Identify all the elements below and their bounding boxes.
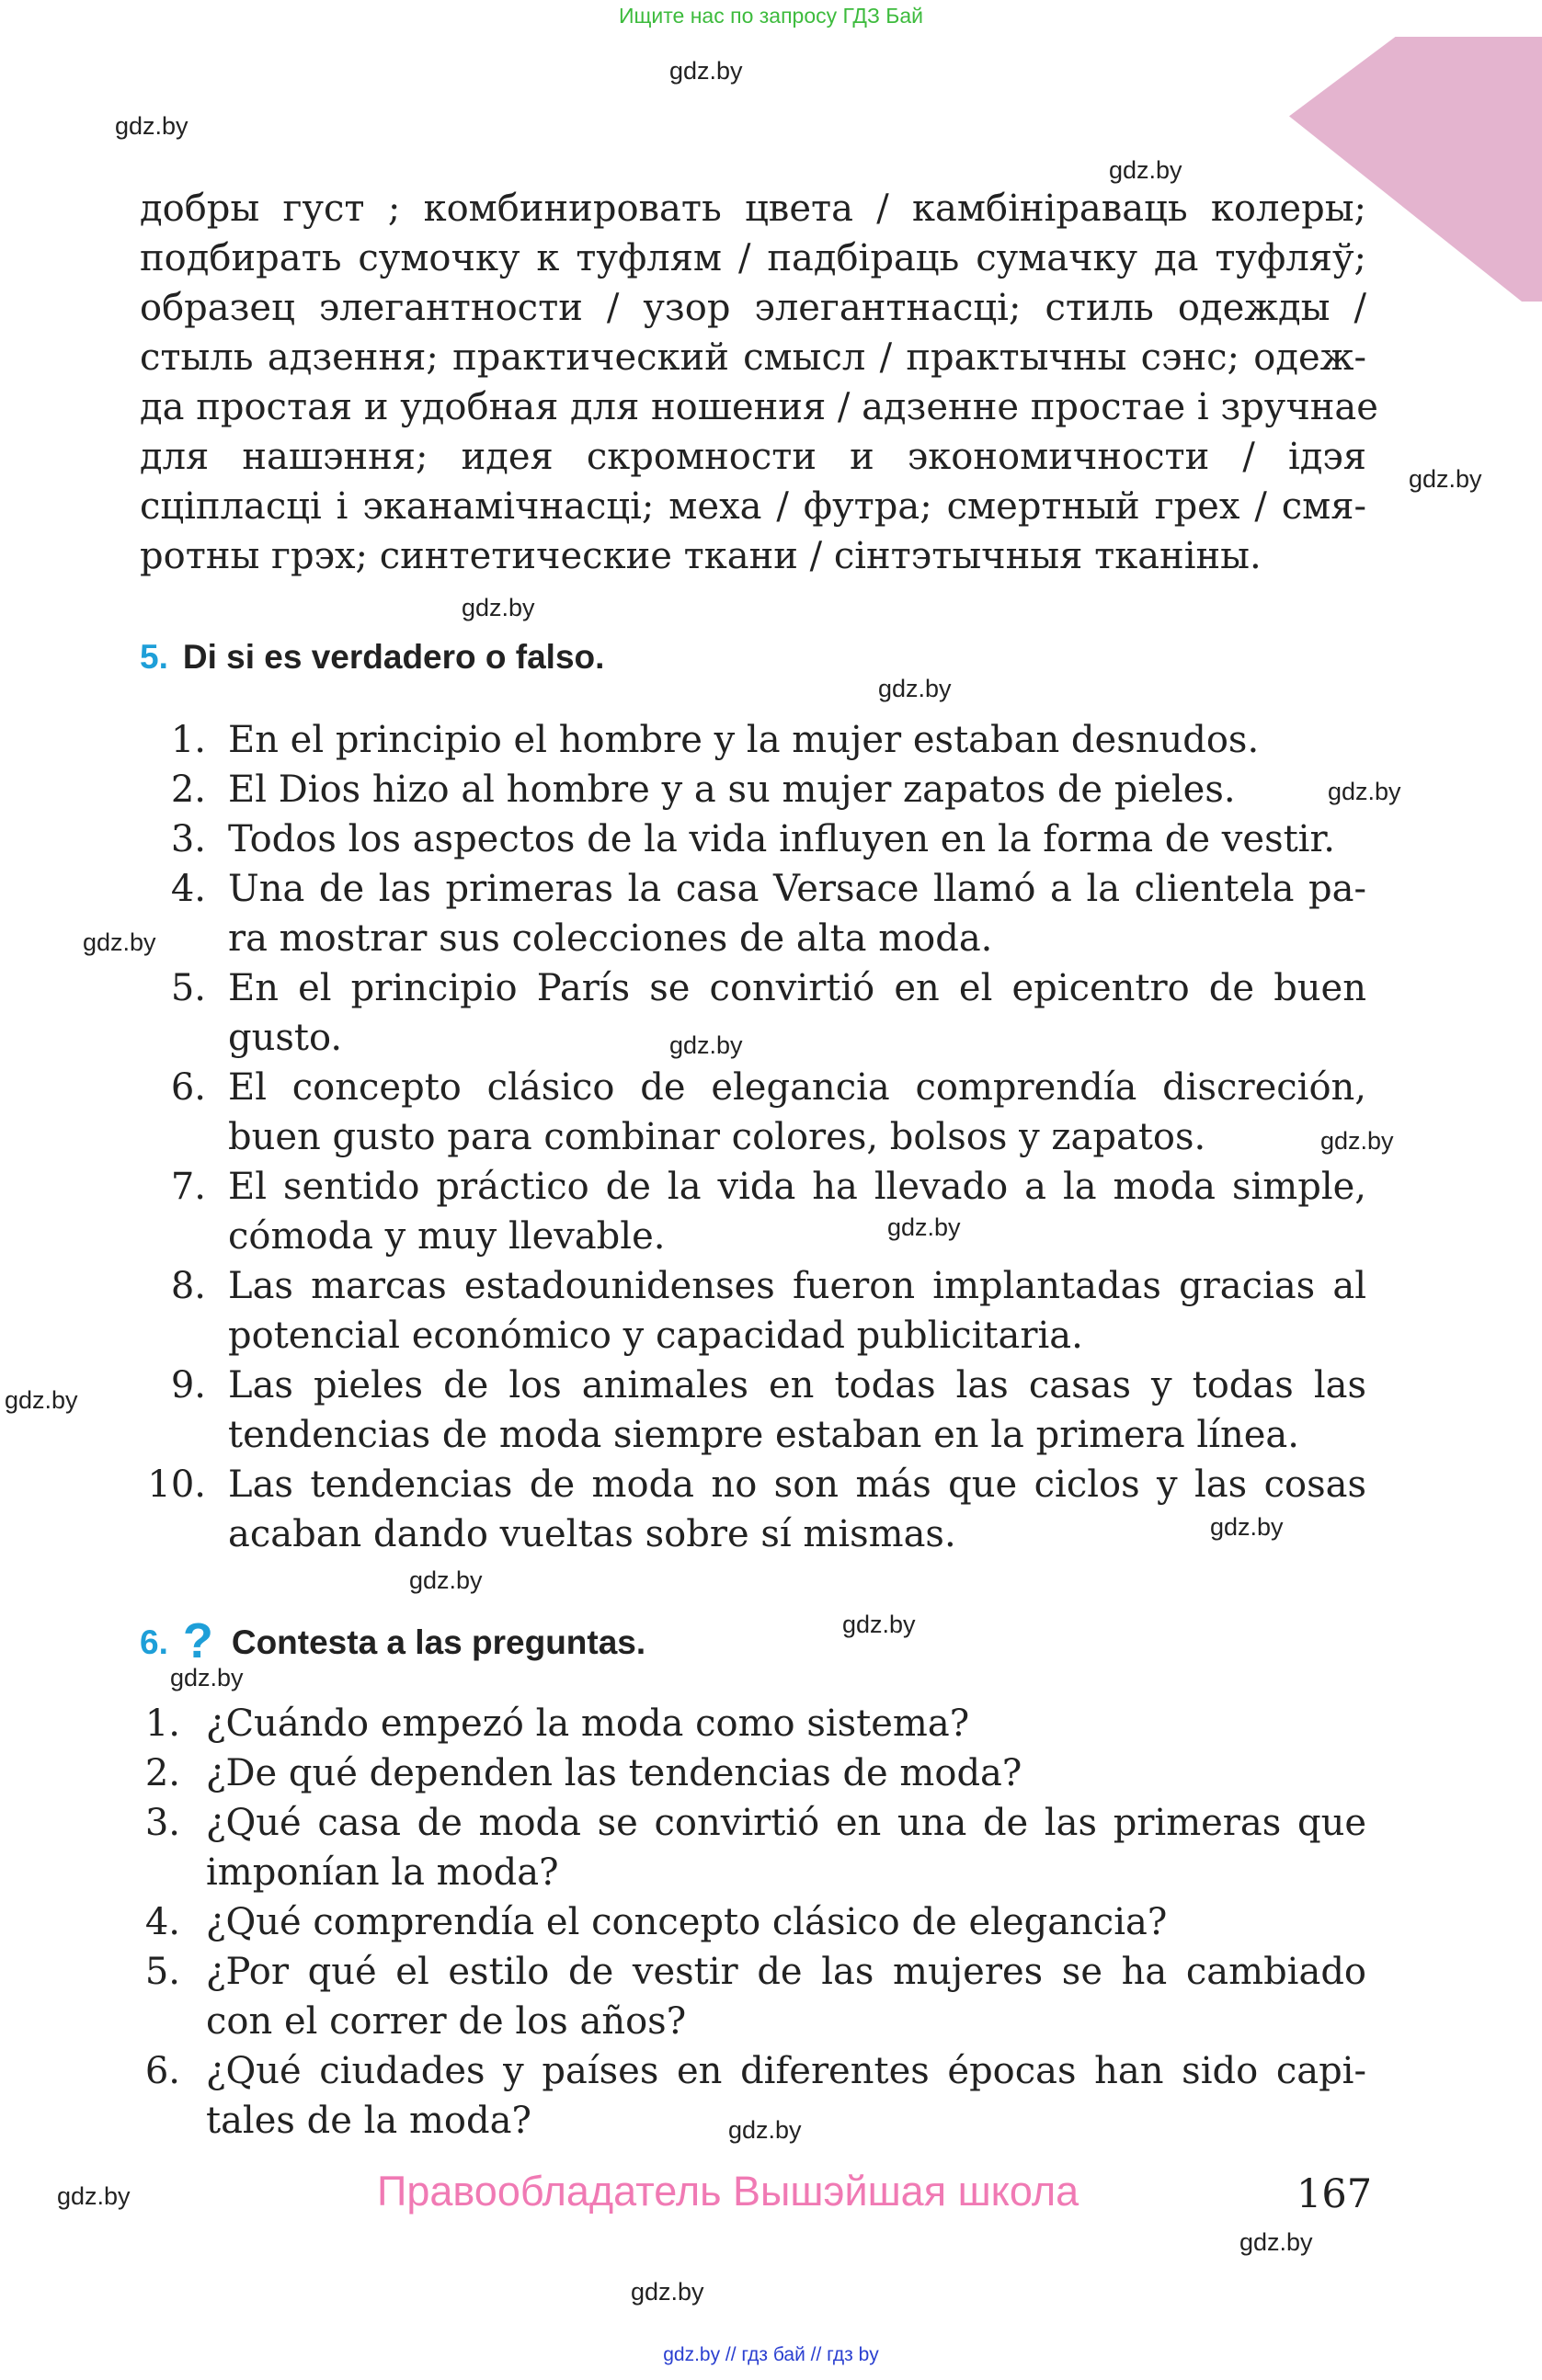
item-number: 4. bbox=[144, 1901, 180, 1943]
watermark: gdz.by bbox=[1320, 1127, 1394, 1155]
item-text: ¿Por qué el estilo de vestir de las mujeres se ha cambiado bbox=[206, 1951, 1366, 1993]
page-number: 167 bbox=[1296, 2171, 1373, 2217]
exercise-5-heading bbox=[140, 638, 604, 677]
item-text: gusto. bbox=[228, 1017, 343, 1059]
watermark: gdz.by bbox=[728, 2116, 802, 2144]
item-number: 1. bbox=[170, 719, 206, 761]
exercise-title: Di si es verdadero o falso. bbox=[182, 638, 605, 676]
top-banner[interactable]: Ищите нас по запросу ГДЗ Бай bbox=[618, 4, 924, 28]
copyright-owner: Правообладатель Вышэйшая школа bbox=[377, 2168, 1079, 2215]
exercise-number: 6. bbox=[140, 1623, 168, 1661]
item-number: 5. bbox=[170, 967, 206, 1009]
list-item bbox=[140, 963, 1366, 1063]
vocabulary-paragraph bbox=[140, 184, 1378, 581]
item-text: El concepto clásico de elegancia comprendía discreción, bbox=[228, 1066, 1366, 1109]
item-number: 6. bbox=[170, 1066, 206, 1109]
item-number: 7. bbox=[170, 1166, 206, 1208]
list-item bbox=[140, 1798, 1366, 1897]
list-item bbox=[140, 765, 1366, 814]
bottom-links[interactable]: gdz.by // гдз бай // гдз by bbox=[663, 2344, 879, 2365]
watermark: gdz.by bbox=[1239, 2228, 1313, 2256]
item-text: ¿Qué comprendía el concepto clásico de elegancia? bbox=[206, 1901, 1168, 1943]
item-text: buen gusto para combinar colores, bolsos y zapatos. bbox=[228, 1116, 1206, 1158]
item-number: 3. bbox=[144, 1802, 180, 1844]
item-text: ¿Qué ciudades y países en diferentes épocas han sido capi- bbox=[206, 2050, 1366, 2092]
item-number: 2. bbox=[144, 1752, 180, 1794]
list-item bbox=[140, 2046, 1366, 2146]
item-text: acaban dando vueltas sobre sí mismas. bbox=[228, 1513, 956, 1555]
item-text: tales de la moda? bbox=[206, 2100, 531, 2142]
paragraph-line: подбирать сумочку к туфлям / падбіраць сумачку да туфляў; bbox=[140, 237, 1366, 279]
paragraph-line: да простая и удобная для ношения / адзенне простае і зручнае bbox=[140, 386, 1378, 428]
watermark: gdz.by bbox=[1109, 156, 1182, 184]
paragraph-line: ротны грэх; синтетические ткани / сінтэтычныя тканіны. bbox=[140, 535, 1262, 577]
list-item bbox=[140, 1897, 1366, 1947]
item-number: 3. bbox=[170, 818, 206, 860]
item-text: ¿Qué casa de moda se convirtió en una de las primeras que bbox=[206, 1802, 1366, 1844]
watermark: gdz.by bbox=[57, 2182, 131, 2210]
exercise-5-list bbox=[140, 715, 1366, 1559]
list-item bbox=[140, 1361, 1366, 1460]
exercise-number: 5. bbox=[140, 638, 168, 676]
item-text: Las pieles de los animales en todas las casas y todas las bbox=[228, 1364, 1366, 1406]
list-item bbox=[140, 1748, 1366, 1798]
item-text: El Dios hizo al hombre y a su mujer zapatos de pieles. bbox=[228, 769, 1236, 811]
watermark: gdz.by bbox=[1409, 465, 1482, 493]
watermark: gdz.by bbox=[631, 2278, 704, 2306]
item-text: cómoda y muy llevable. bbox=[228, 1215, 666, 1258]
item-text: En el principio París se convirtió en el epicentro de buen bbox=[228, 967, 1366, 1009]
paragraph-line: образец элегантности / узор элегантнасці; стиль одежды / bbox=[140, 287, 1366, 329]
watermark: gdz.by bbox=[1328, 778, 1401, 805]
exercise-6-heading bbox=[140, 1612, 645, 1669]
list-item bbox=[140, 1063, 1366, 1162]
item-number: 8. bbox=[170, 1265, 206, 1307]
watermark: gdz.by bbox=[115, 112, 188, 140]
list-item bbox=[140, 1699, 1366, 1748]
list-item bbox=[140, 715, 1366, 765]
watermark: gdz.by bbox=[5, 1386, 78, 1414]
question-icon: ? bbox=[182, 1613, 213, 1668]
item-text: Una de las primeras la casa Versace llamó a la clientela pa- bbox=[228, 868, 1366, 910]
item-number: 6. bbox=[144, 2050, 180, 2092]
item-text: tendencias de moda siempre estaban en la primera línea. bbox=[228, 1414, 1299, 1456]
item-text: Las marcas estadounidenses fueron implantadas gracias al bbox=[228, 1265, 1366, 1307]
watermark: gdz.by bbox=[462, 594, 535, 621]
item-number: 5. bbox=[144, 1951, 180, 1993]
item-number: 4. bbox=[170, 868, 206, 910]
paragraph-line: добры густ ; комбинировать цвета / камбініраваць колеры; bbox=[140, 188, 1366, 230]
watermark: gdz.by bbox=[842, 1611, 916, 1638]
item-text: Las tendencias de moda no son más que ciclos y las cosas bbox=[228, 1463, 1366, 1506]
watermark: gdz.by bbox=[170, 1664, 244, 1691]
item-number: 10. bbox=[147, 1463, 206, 1506]
paragraph-line: для нашэння; идея скромности и экономичности / ідэя bbox=[140, 436, 1366, 478]
item-text: con el correr de los años? bbox=[206, 2000, 687, 2043]
item-text: ra mostrar sus colecciones de alta moda. bbox=[228, 917, 993, 960]
list-item bbox=[140, 1947, 1366, 2046]
watermark: gdz.by bbox=[669, 57, 743, 85]
item-text: ¿De qué dependen las tendencias de moda? bbox=[206, 1752, 1022, 1794]
item-text: El sentido práctico de la vida ha llevado a la moda simple, bbox=[228, 1166, 1366, 1208]
exercise-6-list bbox=[140, 1699, 1366, 2146]
list-item bbox=[140, 864, 1366, 963]
item-number: 1. bbox=[144, 1702, 180, 1745]
watermark: gdz.by bbox=[83, 928, 156, 956]
list-item bbox=[140, 1460, 1366, 1559]
watermark: gdz.by bbox=[887, 1213, 961, 1241]
item-text: ¿Cuándo empezó la moda como sistema? bbox=[206, 1702, 970, 1745]
watermark: gdz.by bbox=[409, 1566, 483, 1594]
exercise-title: Contesta a las preguntas. bbox=[231, 1623, 646, 1661]
paragraph-line: стыль адзення; практический смысл / практычны сэнс; одеж- bbox=[140, 336, 1366, 379]
list-item bbox=[140, 1261, 1366, 1361]
paragraph-line: сціпласці і эканамічнасці; меха / футра; смертный грех / смя- bbox=[140, 485, 1366, 528]
watermark: gdz.by bbox=[878, 675, 952, 702]
watermark: gdz.by bbox=[1210, 1513, 1284, 1541]
list-item bbox=[140, 814, 1366, 864]
list-item bbox=[140, 1162, 1366, 1261]
item-number: 9. bbox=[170, 1364, 206, 1406]
item-text: imponían la moda? bbox=[206, 1851, 559, 1894]
item-text: En el principio el hombre y la mujer estaban desnudos. bbox=[228, 719, 1260, 761]
item-number: 2. bbox=[170, 769, 206, 811]
item-text: potencial económico y capacidad publicitaria. bbox=[228, 1315, 1083, 1357]
item-text: Todos los aspectos de la vida influyen en la forma de vestir. bbox=[228, 818, 1335, 860]
watermark: gdz.by bbox=[669, 1031, 743, 1059]
